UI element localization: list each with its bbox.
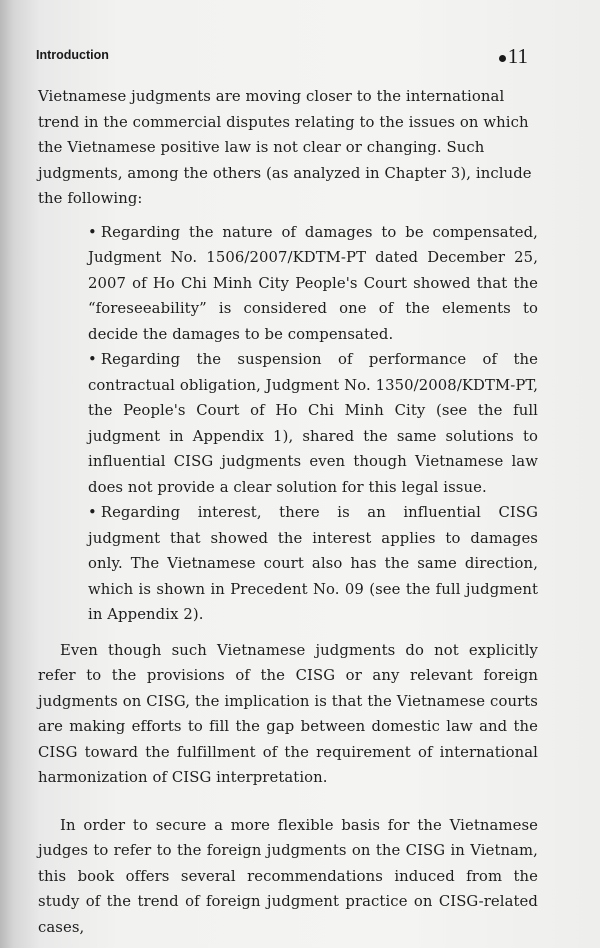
page-number: 11 [507,44,528,68]
list-item-text: Regarding interest, there is an influential CISG judgment that showed the interest applies to damages only. The Vietnamese court also has the same direction, which is shown in Precedent No. 09 (see the full judgment in Appendix 2). [88,504,538,623]
bullet-icon: • [88,504,97,521]
bullet-icon: • [88,223,97,241]
body-paragraph: In order to secure a more flexible basis for the Vietnamese judges to refer to the foreign judgments on the CISG in Vietnam, this book offers several recommendations induced from the study of the trend of foreign judgment practice on CISG-related cases, [38,816,538,936]
judgment-list [38,220,538,628]
intro-paragraph: Vietnamese judgments are moving closer to the international trend in the commercial disputes relating to the issues on which the Vietnamese positive law is not clear or changing. Such judgments, among the others (as analyzed in Chapter 3), include the following: [38,88,532,207]
list-item [88,500,538,628]
page-body [38,84,538,940]
page-header [36,46,528,70]
bullet-icon: • [88,351,97,368]
body-paragraph: Even though such Vietnamese judgments do not explicitly refer to the provisions of the CISG or any relevant foreign judgments on CISG, the implication is that the Vietnamese courts are making efforts to fill the gap between domestic law and the CISG toward the fulfillment of the requirement of international harmonization of CISG interpretation. [38,641,538,786]
list-item [88,220,538,348]
header-bullet-icon [499,55,506,62]
section-label: Introduction [36,48,109,62]
list-item-text: Regarding the nature of damages to be compensated, Judgment No. 1506/2007/KDTM-PT dated December 25, 2007 of Ho Chi Minh City People's Court showed that the “foreseeability” is considered one of the elements to decide the damages to be compensated. [88,223,538,343]
list-item [88,347,538,500]
list-item-text: Regarding the suspension of performance of the contractual obligation, Judgment No. 1350/2008/KDTM-PT, the People's Court of Ho Chi Minh City (see the full judgment in Appendix 1), shared the same solutions to influential CISG judgments even though Vietnamese law does not provide a clear solution for this legal issue. [88,351,538,496]
